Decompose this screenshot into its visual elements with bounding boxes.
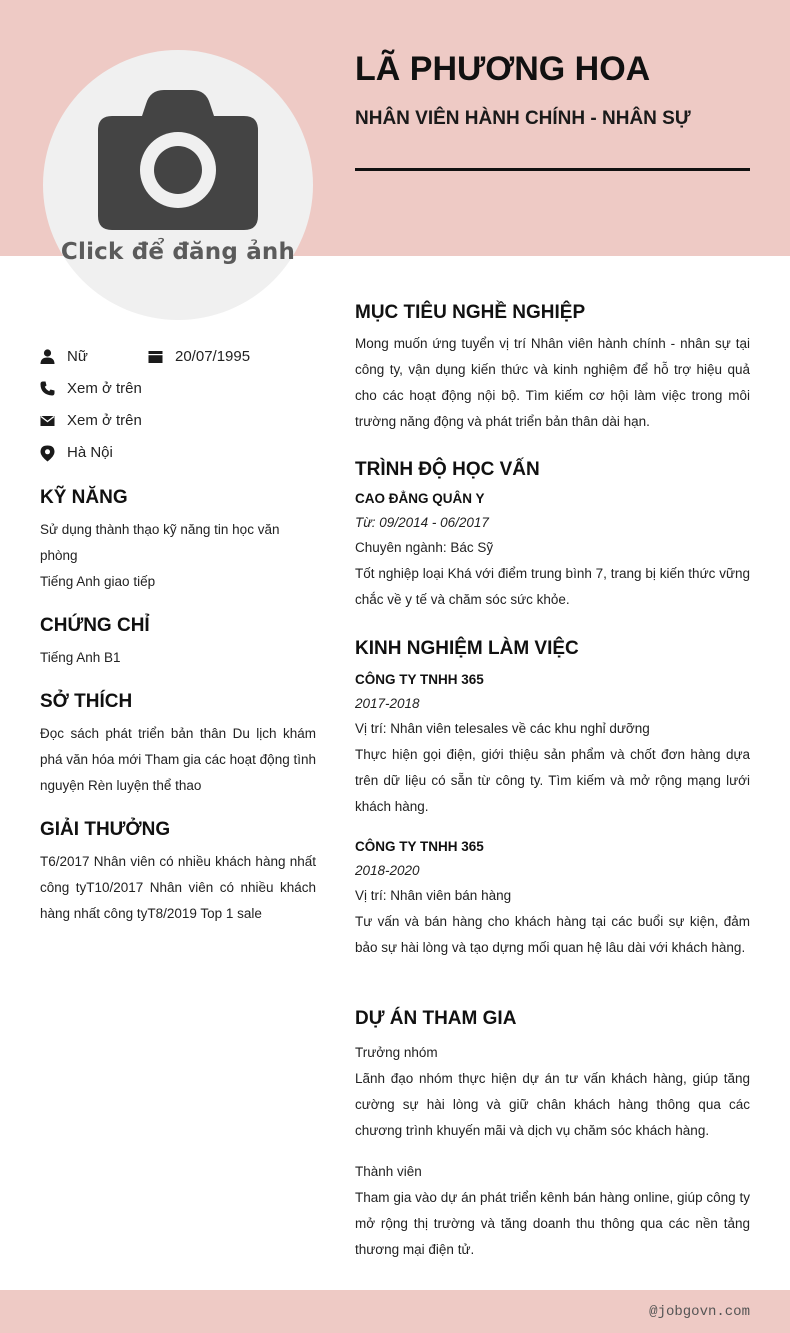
email-value: Xem ở trên <box>67 411 142 429</box>
job-description: Thực hiện gọi điện, giới thiệu sản phẩm và chốt đơn hàng dựa trên dữ liệu có sẵn từ công ty. Tìm kiếm và mở rộng mạng lưới khách hàng. <box>355 747 750 814</box>
title-divider <box>355 168 750 171</box>
photo-upload-label: Click để đăng ảnh <box>60 239 296 265</box>
skills-title: KỸ NĂNG <box>40 487 128 508</box>
mail-icon <box>40 413 55 428</box>
project-entry <box>355 1040 750 1144</box>
job-position: Vị trí: Nhân viên bán hàng <box>355 888 512 903</box>
projects-title: DỰ ÁN THAM GIA <box>355 1008 517 1029</box>
project-role: Thành viên <box>355 1164 422 1179</box>
info-row-email <box>40 404 316 436</box>
phone-value: Xem ở trên <box>67 379 142 397</box>
job-period: 2018-2020 <box>355 863 420 878</box>
profile-photo-upload[interactable] <box>43 50 313 320</box>
job-position: Vị trí: Nhân viên telesales về các khu nghỉ dưỡng <box>355 721 650 736</box>
objective-title: MỤC TIÊU NGHỀ NGHIỆP <box>355 302 586 323</box>
birthday-item <box>148 348 250 365</box>
calendar-icon <box>148 349 163 364</box>
certificates-title: CHỨNG CHỈ <box>40 615 150 636</box>
info-row-gender-birthday <box>40 340 316 372</box>
education-description: Tốt nghiệp loại Khá với điểm trung bình 7, trang bị kiến thức vững chắc về y tế và chăm sóc sức khỏe. <box>355 566 750 607</box>
experience-entry <box>355 668 750 820</box>
job-description: Tư vấn và bán hàng cho khách hàng tại các buổi sự kiện, đảm bảo sự hài lòng và tạo dựng mối quan hệ lâu dài với khách hàng. <box>355 914 750 955</box>
project-entry <box>355 1159 750 1263</box>
awards-text: T6/2017 Nhân viên có nhiều khách hàng nhất công tyT10/2017 Nhân viên có nhiều khách hàng nhất công tyT8/2019 Top 1 sale <box>40 854 316 921</box>
gender-item <box>40 348 148 365</box>
objective-section <box>355 300 750 435</box>
job-period: 2017-2018 <box>355 696 420 711</box>
person-icon <box>40 349 55 364</box>
objective-text: Mong muốn ứng tuyển vị trí Nhân viên hành chính - nhân sự tại công ty, vận dụng kiến thức và kinh nghiệm để hỗ trợ hiệu quả cho các hoạt động nội bộ. Tìm kiếm cơ hội làm việc trong môi trường năng động và phát triển bản thân dài hạn. <box>355 336 750 429</box>
skills-section <box>40 485 316 595</box>
experience-entry <box>355 835 750 961</box>
awards-title: GIẢI THƯỞNG <box>40 819 171 840</box>
school-name: CAO ĐẲNG QUÂN Y <box>355 491 485 506</box>
left-column <box>40 340 316 921</box>
address-value: Hà Nội <box>67 443 113 461</box>
education-period: Từ: 09/2014 - 06/2017 <box>355 515 489 530</box>
education-section <box>355 457 750 613</box>
project-description: Lãnh đạo nhóm thực hiện dự án tư vấn khách hàng, giúp tăng cường sự hài lòng và giữ chân khách hàng thông qua các chương trình khuyến mãi và dịch vụ chăm sóc khách hàng. <box>355 1071 750 1138</box>
camera-icon <box>98 90 258 230</box>
info-row-address <box>40 436 316 468</box>
skill-item: Tiếng Anh giao tiếp <box>40 574 156 589</box>
company-name: CÔNG TY TNHH 365 <box>355 672 484 687</box>
hobbies-title: SỞ THÍCH <box>40 691 133 712</box>
candidate-name: LÃ PHƯƠNG HOA <box>355 50 651 88</box>
certificates-section <box>40 613 316 671</box>
skill-item: Sử dụng thành thạo kỹ năng tin học văn phòng <box>40 522 280 563</box>
company-name: CÔNG TY TNHH 365 <box>355 839 484 854</box>
education-major: Chuyên ngành: Bác Sỹ <box>355 540 494 555</box>
info-row-phone <box>40 372 316 404</box>
location-pin-icon <box>40 445 55 460</box>
projects-section <box>355 1006 750 1263</box>
experience-title: KINH NGHIỆM LÀM VIỆC <box>355 638 579 659</box>
hobbies-text: Đọc sách phát triển bản thân Du lịch khám phá văn hóa mới Tham gia các hoạt động tình nguyện Rèn luyện thể thao <box>40 726 316 793</box>
project-role: Trưởng nhóm <box>355 1045 438 1060</box>
job-title: NHÂN VIÊN HÀNH CHÍNH - NHÂN SỰ <box>355 108 691 129</box>
certificate-item: Tiếng Anh B1 <box>40 650 121 665</box>
hobbies-section <box>40 689 316 799</box>
gender-value: Nữ <box>67 347 88 365</box>
experience-section <box>355 636 750 961</box>
education-title: TRÌNH ĐỘ HỌC VẤN <box>355 459 540 480</box>
awards-section <box>40 817 316 927</box>
birthday-value: 20/07/1995 <box>175 347 251 365</box>
project-description: Tham gia vào dự án phát triển kênh bán hàng online, giúp công ty mở rộng thị trường và tăng doanh thu thông qua các nền tảng thương mại điện tử. <box>355 1190 750 1257</box>
footer-watermark: @jobgovn.com <box>649 1304 750 1320</box>
phone-icon <box>40 381 55 396</box>
